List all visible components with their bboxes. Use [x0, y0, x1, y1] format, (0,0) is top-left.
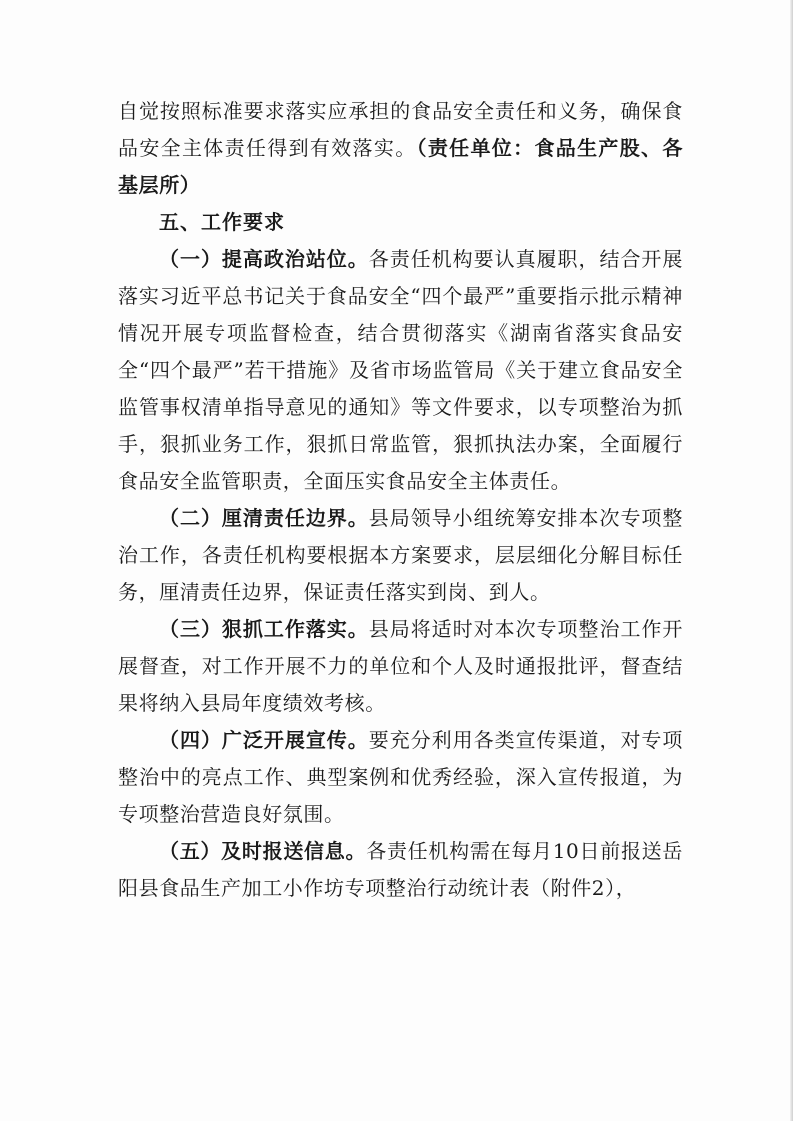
requirement-paragraph	[118, 722, 683, 833]
requirement-lead: （一）提高政治站位。	[159, 247, 369, 271]
requirement-body: 县局领导小组统筹安排本次专项整治工作，各责任机构要根据本方案要求，层层细化分解目标任务，厘清责任边界，保证责任落实到岗、到人。	[118, 506, 683, 604]
requirement-body: 要充分利用各类宣传渠道，对专项整治中的亮点工作、典型案例和优秀经验，深入宣传报道，为专项整治营造良好氛围。	[118, 728, 683, 826]
section-heading: 五、工作要求	[159, 210, 285, 234]
continuation-text: 自觉按照标准要求落实应承担的食品安全责任和义务，确保食品安全主体责任得到有效落实。	[118, 99, 683, 160]
requirement-body: 各责任机构要认真履职，结合开展落实习近平总书记关于食品安全“四个最严”重要指示批示精神情况开展专项监督检查，结合贯彻落实《湖南省落实食品安全“四个最严”若干措施》及省市场监管局《关于建立食品安全监管事权清单指导意见的通知》等文件要求，以专项整治为抓手，狠抓业务工作，狠抓日常监管，狠抓执法办案，全面履行食品安全监管职责，全面压实食品安全主体责任。	[118, 247, 683, 493]
continuation-paragraph	[118, 93, 683, 204]
requirement-body: 县局将适时对本次专项整治工作开展督查，对工作开展不力的单位和个人及时通报批评，督查结果将纳入县局年度绩效考核。	[118, 617, 683, 715]
requirement-lead: （五）及时报送信息。	[159, 839, 367, 863]
requirement-lead: （三）狠抓工作落实。	[159, 617, 369, 641]
requirement-lead: （四）广泛开展宣传。	[159, 728, 369, 752]
requirement-paragraph	[118, 241, 683, 500]
requirement-paragraph	[118, 833, 683, 907]
requirement-body: 各责任机构需在每月10日前报送岳阳县食品生产加工小作坊专项整治行动统计表（附件2），	[118, 839, 683, 900]
requirement-paragraph	[118, 611, 683, 722]
document-body	[118, 93, 683, 907]
requirement-paragraph	[118, 500, 683, 611]
responsibility-units: （责任单位：食品生产股、各基层所）	[118, 136, 683, 197]
requirement-lead: （二）厘清责任边界。	[159, 506, 369, 530]
